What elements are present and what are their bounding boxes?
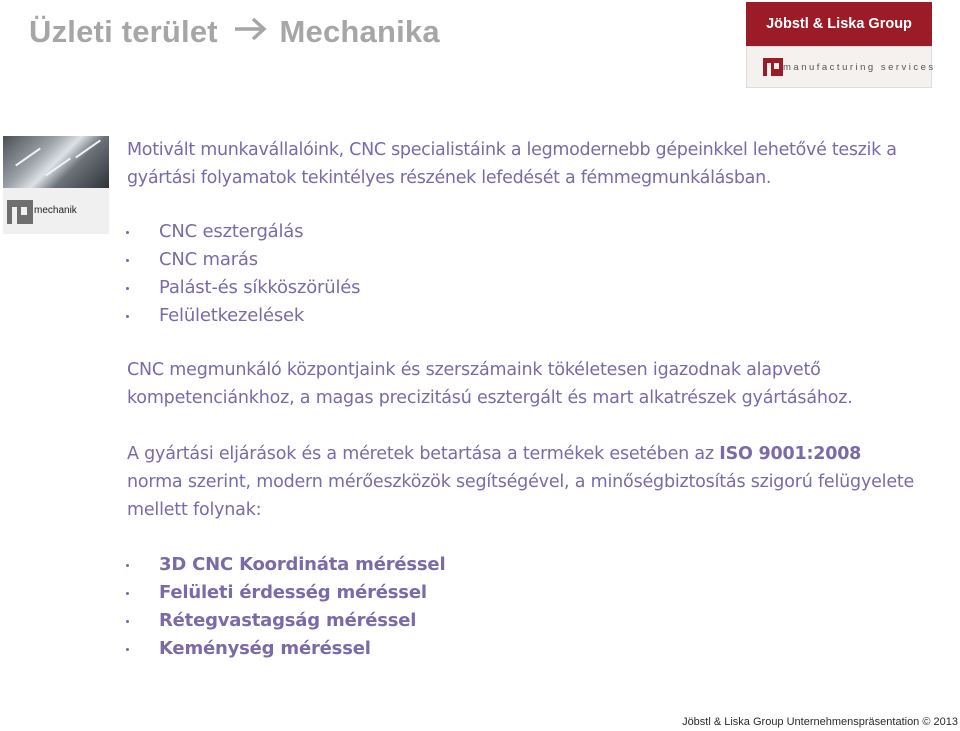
- arrow-right-icon: [233, 13, 267, 49]
- machining-photo: [3, 136, 109, 188]
- quality-paragraph: [127, 440, 917, 524]
- list-item: Felületkezelések: [127, 302, 917, 330]
- measurement-list: [127, 551, 917, 663]
- logo-tagline-band: [746, 46, 936, 88]
- quality-text-before: A gyártási eljárások és a méretek betartása a termékek esetében az: [127, 444, 720, 464]
- main-content: [127, 136, 917, 663]
- brand-mark-icon: [7, 200, 33, 224]
- company-logo: [746, 2, 936, 88]
- competence-paragraph: CNC megmunkáló központjaink és szerszámaink tökéletesen igazodnak alapvető kompetenciánkhoz, a magas precizitású esztergált és mart alkatrészek gyártásához.: [127, 360, 853, 408]
- intro-paragraph: Motivált munkavállalóink, CNC specialistáink a legmodernebb gépeinkkel lehetővé teszik a gyártási folyamatok tekintélyes részének lefedését a fémmegmunkálásban.: [127, 140, 897, 188]
- list-item: Felületi érdesség méréssel: [127, 579, 917, 607]
- brand-mark-icon: [763, 58, 783, 76]
- title-right: Mechanika: [279, 14, 440, 49]
- iso-standard: ISO 9001:2008: [719, 444, 862, 464]
- title-left: Üzleti terület: [29, 14, 218, 49]
- logo-tagline: manufacturing services: [783, 62, 936, 73]
- list-item: Keménység méréssel: [127, 635, 917, 663]
- logo-company-name: Jöbstl & Liska Group: [746, 2, 932, 46]
- footer-text: Jöbstl & Liska Group Unternehmenspräsentation © 2013: [682, 716, 958, 728]
- thumbnail-label-band: [3, 188, 109, 234]
- list-item: 3D CNC Koordináta méréssel: [127, 551, 917, 579]
- page-title: [29, 14, 440, 52]
- list-item: CNC esztergálás: [127, 218, 917, 246]
- quality-text-after: norma szerint, modern mérőeszközök segítségével, a minőségbiztosítás szigorú felügyelete mellett folynak:: [127, 472, 915, 520]
- thumbnail-label: mechanik: [34, 205, 77, 216]
- list-item: CNC marás: [127, 246, 917, 274]
- list-item: Palást-és síkköszörülés: [127, 274, 917, 302]
- services-list: [127, 218, 917, 330]
- list-item: Rétegvastagság méréssel: [127, 607, 917, 635]
- mechanik-thumbnail: [3, 136, 109, 234]
